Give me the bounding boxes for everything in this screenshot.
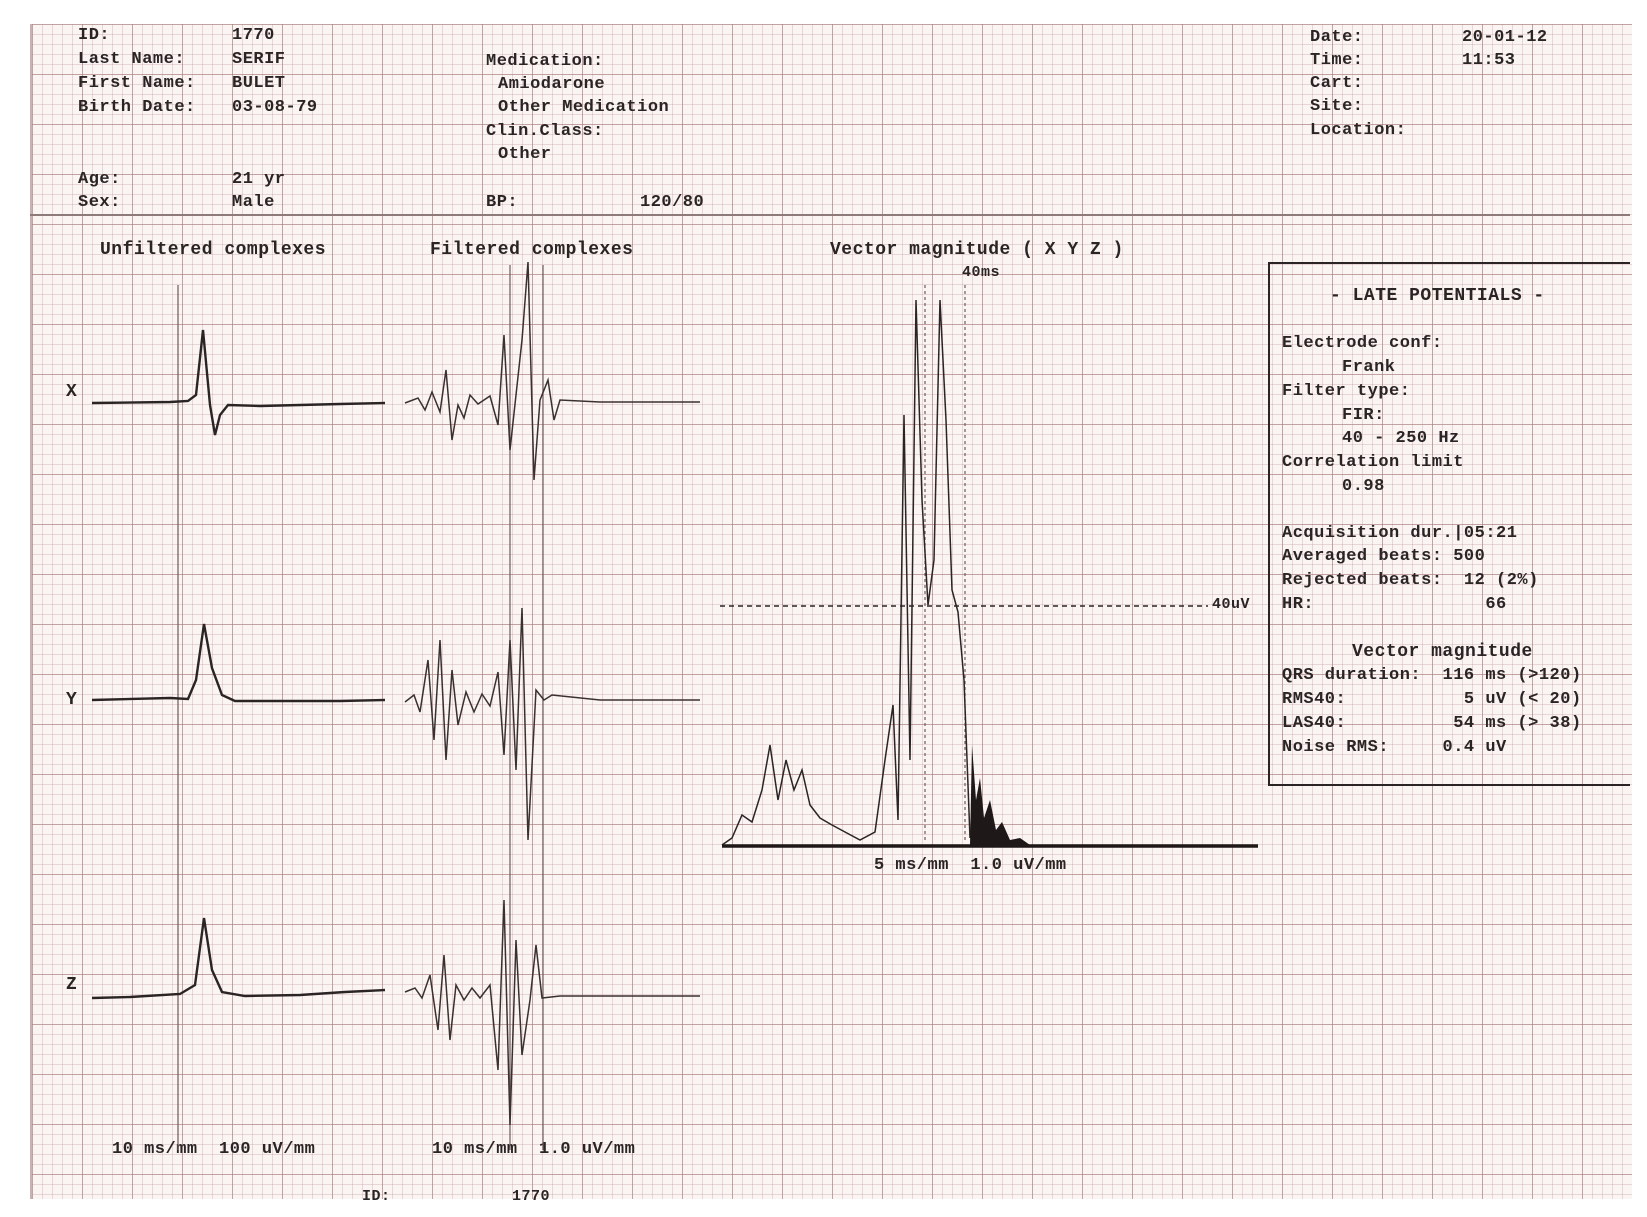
bp-value: 120/80 <box>640 193 705 212</box>
birth-date-value: 03-08-79 <box>232 98 318 117</box>
id-label: ID: <box>78 26 111 45</box>
footer-id-label: ID: <box>362 1188 391 1205</box>
lp-filter-band: 40 - 250 Hz <box>1342 429 1460 448</box>
filtered-title: Filtered complexes <box>430 240 634 260</box>
lp-correlation-label: Correlation limit <box>1282 453 1464 472</box>
filtered-lead-x-trace <box>405 262 700 480</box>
last-name-value: SERIF <box>232 50 286 69</box>
medication-label: Medication: <box>486 52 604 71</box>
first-name-label: First Name: <box>78 74 196 93</box>
date-value: 20-01-12 <box>1462 28 1548 47</box>
filtered-scale: 10 ms/mm 1.0 uV/mm <box>432 1140 636 1159</box>
clin-class-label: Clin.Class: <box>486 122 604 141</box>
vector-title: Vector magnitude ( X Y Z ) <box>830 240 1124 260</box>
site-label: Site: <box>1310 97 1364 116</box>
age-label: Age: <box>78 170 121 189</box>
medication-drug: Amiodarone <box>498 75 606 94</box>
cart-label: Cart: <box>1310 74 1364 93</box>
bp-label: BP: <box>486 193 519 212</box>
unfiltered-lead-y-trace <box>92 624 385 701</box>
footer-id-value: 1770 <box>512 1188 551 1205</box>
date-label: Date: <box>1310 28 1364 47</box>
id-value: 1770 <box>232 26 275 45</box>
lp-averaged: Averaged beats: 500 <box>1282 547 1486 566</box>
vector-scale: 5 ms/mm 1.0 uV/mm <box>874 856 1067 875</box>
unfiltered-title: Unfiltered complexes <box>100 240 327 260</box>
vector-marker-label: 40ms <box>962 264 1001 281</box>
age-value: 21 yr <box>232 170 286 189</box>
last-name-label: Last Name: <box>78 50 186 69</box>
threshold-label: 40uV <box>1212 596 1251 613</box>
first-name-value: BULET <box>232 74 286 93</box>
lp-correlation-value: 0.98 <box>1342 477 1385 496</box>
lead-label-x: X <box>66 382 78 402</box>
lp-electrode-value: Frank <box>1342 358 1396 377</box>
unfiltered-scale: 10 ms/mm 100 uV/mm <box>112 1140 316 1159</box>
lp-electrode-label: Electrode conf: <box>1282 334 1443 353</box>
vector-late-potential-fill <box>970 745 1030 845</box>
sex-value: Male <box>232 193 275 212</box>
lp-acquisition: Acquisition dur.|05:21 <box>1282 524 1518 543</box>
sex-label: Sex: <box>78 193 121 212</box>
lead-label-z: Z <box>66 975 78 995</box>
lp-noise: Noise RMS: 0.4 uV <box>1282 738 1507 757</box>
lp-title: - LATE POTENTIALS - <box>1330 286 1545 306</box>
birth-date-label: Birth Date: <box>78 98 196 117</box>
lp-vm-title: Vector magnitude <box>1352 642 1533 662</box>
lp-hr: HR: 66 <box>1282 595 1507 614</box>
medication-other: Other Medication <box>498 98 670 117</box>
lp-las40: LAS40: 54 ms (> 38) <box>1282 714 1582 733</box>
time-label: Time: <box>1310 51 1364 70</box>
lp-filter-label: Filter type: <box>1282 382 1411 401</box>
lp-rms40: RMS40: 5 uV (< 20) <box>1282 690 1582 709</box>
time-value: 11:53 <box>1462 51 1516 70</box>
clin-class-value: Other <box>498 145 552 164</box>
vector-magnitude-trace <box>722 300 970 845</box>
lp-filter-value: FIR: <box>1342 406 1385 425</box>
lp-qrs: QRS duration: 116 ms (>120) <box>1282 666 1582 685</box>
unfiltered-lead-z-trace <box>92 918 385 998</box>
filtered-lead-y-trace <box>405 608 700 840</box>
lead-label-y: Y <box>66 690 78 710</box>
lp-rejected: Rejected beats: 12 (2%) <box>1282 571 1539 590</box>
unfiltered-lead-x-trace <box>92 330 385 435</box>
location-label: Location: <box>1310 121 1407 140</box>
filtered-lead-z-trace <box>405 900 700 1125</box>
